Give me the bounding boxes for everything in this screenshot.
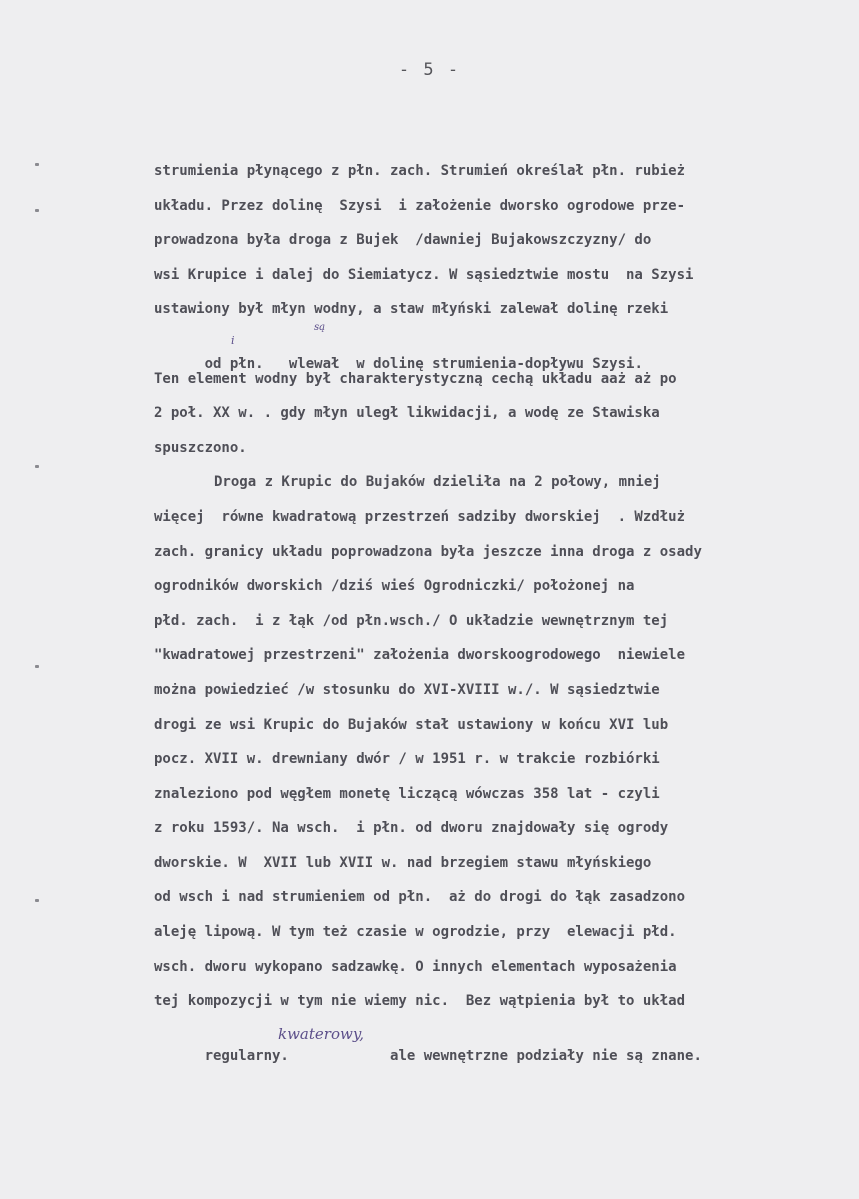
text-line: z roku 1593/. Na wsch. i płn. od dworu znajdowały się ogrody — [154, 820, 669, 837]
margin-mark — [35, 163, 39, 166]
text-line: wsi Krupice i dalej do Siemiatycz. W sąsiedztwie mostu na Szysi — [154, 266, 694, 283]
text-line: drogi ze wsi Krupic do Bujaków stał ustawiony w końcu XVI lub — [154, 716, 669, 733]
text-line: tej kompozycji w tym nie wiemy nic. Bez wątpienia był to układ — [154, 993, 686, 1010]
text-line: strumienia płynącego z płn. zach. Strumień określał płn. rubież — [154, 163, 686, 179]
text-line: od płn. wlewał w dolinę strumienia-dopływu Szysi. — [204, 355, 643, 372]
text-line-annotated — [154, 1024, 834, 1064]
text-line: płd. zach. i z łąk /od płn.wsch./ O układzie wewnętrznym tej — [154, 612, 669, 629]
text-line: prowadzona była droga z Bujek /dawniej Bujakowszczyzny/ do — [154, 232, 652, 249]
text-line-annotated — [154, 321, 834, 372]
margin-mark — [35, 665, 39, 668]
handwritten-insertion-kwaterowy: kwaterowy, — [278, 1024, 365, 1043]
text-line: wsch. dworu wykopano sadzawkę. O innych elementach wyposażenia — [154, 958, 677, 975]
handwritten-insertion-sa: są — [314, 321, 326, 333]
text-line: regularny. ale wewnętrzne podziały nie są znane. — [204, 1047, 702, 1064]
text-line: układu. Przez dolinę Szysi i założenie dworsko ogrodowe prze- — [154, 197, 686, 214]
margin-mark — [35, 899, 39, 902]
text-line: można powiedzieć /w stosunku do XVI-XVIII w./. W sąsiedztwie — [154, 681, 660, 698]
margin-mark — [35, 465, 39, 468]
text-line: Ten element wodny był charakterystyczną cechą układu aaż aż po — [154, 370, 677, 387]
text-line: ustawiony był młyn wodny, a staw młyński zalewał dolinę rzeki — [154, 301, 669, 318]
text-line: aleję lipową. W tym też czasie w ogrodzie, przy elewacji płd. — [154, 924, 677, 941]
text-line: od wsch i nad strumieniem od płn. aż do drogi do łąk zasadzono — [154, 889, 686, 906]
text-line: znaleziono pod węgłem monetę liczącą wówczas 358 lat - czyli — [154, 785, 660, 802]
text-line: spuszczono. — [154, 439, 247, 456]
text-line: więcej równe kwadratową przestrzeń sadziby dworskiej . Wzdłuż — [154, 508, 686, 525]
text-line: zach. granicy układu poprowadzona była jeszcze inna droga z osady — [154, 543, 702, 560]
text-line: "kwadratowej przestrzeni" założenia dworskoogrodowego niewiele — [154, 647, 686, 664]
text-line: 2 poł. XX w. . gdy młyn uległ likwidacji, a wodę ze Stawiska — [154, 405, 660, 422]
margin-mark — [35, 209, 39, 212]
text-line: pocz. XVII w. drewniany dwór / w 1951 r. w trakcie rozbiórki — [154, 751, 660, 768]
page-number: - 5 - — [398, 60, 461, 80]
text-line: dworskie. W XVII lub XVII w. nad brzegiem stawu młyńskiego — [154, 854, 652, 871]
text-line: Droga z Krupic do Bujaków dzieliła na 2 połowy, mniej — [214, 474, 661, 491]
text-line: ogrodników dworskich /dziś wieś Ogrodniczki/ położonej na — [154, 578, 635, 595]
typewritten-body — [154, 161, 834, 1064]
handwritten-insertion-i: i — [231, 333, 235, 347]
